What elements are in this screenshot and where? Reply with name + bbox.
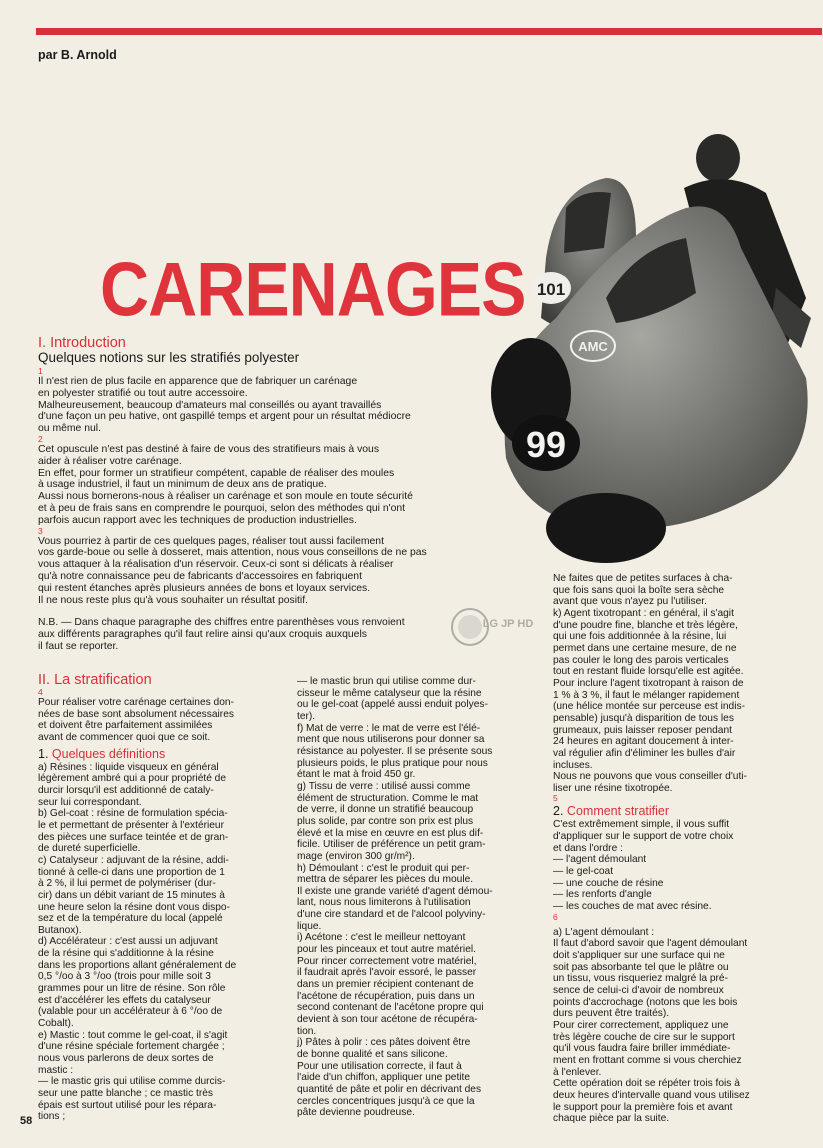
strat-heading: II. La stratification xyxy=(38,672,152,688)
author-byline: par B. Arnold xyxy=(38,48,117,62)
column-1: 4 Pour réaliser votre carénage certaines don- nées de base sont absolument nécessaires et doivent être parfaitement assimilées avant de commencer quoi que ce soit. 1. Quelques définitions a) Résines : liquide visqueux en général légèrement ambré qui a pour propriété de durcir lorsqu'il est additionné de cataly- seur lui correspondant. b) Gel-coat : résine de formulation spécia- le et permettant de présenter à l'extérieur des pièces une surface teintée et de gran- de dureté superficielle. c) Catalyseur : adjuvant de la résine, addi- tionné à celle-ci dans une proportion de 1 à 2 %, il lui permet de polymériser (dur- cir) dans un débit variant de 15 minutes à une heure selon la résine dont vous dispo- sez et de la température du local (appelé Butanox). d) Accélérateur : c'est aussi un adjuvant de la résine qui s'additionne à la résine dans les proportions allant généralement de 0,5 °/oo à 3 °/oo (trois pour mille soit 3 grammes pour un litre de résine. Son rôle est d'accélérer les effets du catalyseur (valable pour un accélérateur à 6 °/oo de Cobalt). e) Mastic : tout comme le gel-coat, il s'agit d'une résine spéciale fortement chargée ; nous vous parlerons de deux sortes de mastic : — le mastic gris qui utilise comme durcis- seur une patte blanche ; ce mastic très épais est surtout utilisé pour les répara- tions ; xyxy=(38,688,283,1123)
page-title: CARENAGES xyxy=(100,247,526,333)
watermark-text: LG JP HD xyxy=(482,618,534,630)
sub1-heading: Quelques définitions xyxy=(51,746,166,761)
badge-text: AMC xyxy=(578,339,608,354)
para-number: 3 xyxy=(38,525,43,536)
intro-text: 1 Il n'est rien de plus facile en apparence que de fabriquer un carénage en polyester stratifié ou tout autre accessoire. Malheureusement, beaucoup d'amateurs mal conseillés ou ayant travaillés d'une façon un peu hative, ont gaspillé temps et argent pour un résultat médiocre ou même nul. 2 Cet opuscule n'est pas destiné à faire de vous des stratifieurs mais à vous aider à réaliser votre carénage. En effet, pour former un stratifieur compétent, capable de réaliser des moules à usage industriel, il faut un minimum de deux ans de pratique. Aussi nous bornerons-nous à réaliser un carénage et son moule en toute sécurité et à peu de frais sans en comprendre le pourquoi, selon des méthodes qui n'ont parfois aucun rapport avec les techniques de production industrielles. 3 Vous pourriez à partir de ces quelques pages, réaliser tout aussi facilement vos garde-boue ou selle à dosseret, mais attention, nous vous conseillons de ne pas vous attaquer à la réalisation d'un réservoir. Ceux-ci sont si délicats à réaliser qu'à notre connaissance peu de fabricants d'accessoires en fabriquent qui restent étanches après plusieurs années de bons et loyaux services. Il ne nous reste plus qu'à vous souhaiter un résultat positif. N.B. — Dans chaque paragraphe des chiffres entre parenthèses vous renvoient aux différents paragraphes qu'il faut relire ainsi qu'aux croquis auxquels il faut se reporter. xyxy=(38,367,518,653)
sub1-number: 1. xyxy=(38,746,49,761)
sub2-heading: Comment stratifier xyxy=(566,804,670,819)
para-number: 1 xyxy=(38,366,43,376)
intro-heading: I. Introduction xyxy=(38,335,126,351)
para-number: 2 xyxy=(38,433,43,444)
column-2: — le mastic brun qui utilise comme dur- cisseur le même catalyseur que la résine ou le gel-coat (appelé aussi enduit polyes- ter). f) Mat de verre : le mat de verre est l'élé- ment que nous utiliserons pour donner sa résistance au polyester. Il se présente sous plusieurs poids, le plus pratique pour nous étant le mat à froid 450 gr. g) Tissu de verre : utilisé aussi comme élément de structuration. Comme le mat de verre, il donne un stratifié beaucoup plus solide, par contre son prix est plus élevé et la mise en œuvre en est plus dif- ficile. Utiliser de préférence un petit gram- mage (environ 300 gr/m²). h) Démoulant : c'est le produit qui per- mettra de séparer les pièces du moule. Il existe une grande variété d'agent démou- lant, nous nous limiterons à l'utilisation d'une cire standard et de l'alcool polyviny- lique. i) Acétone : c'est le meilleur nettoyant pour les pinceaux et tout autre matériel. Pour rincer correctement votre matériel, il faudrait après l'avoir essoré, le passer dans un premier récipient contenant de l'acétone de récupération, puis dans un second contenant de l'acétone propre qui devient à son tour acétone de récupéra- tion. j) Pâtes à polir : ces pâtes doivent être de bonne qualité et sans silicone. Pour une utilisation correcte, il faut à l'aide d'un chiffon, appliquer une petite quantité de pâte et polir en décrivant des cercles concentriques jusqu'à ce que la pâte devienne poudreuse. xyxy=(297,676,493,1119)
page-number: 58 xyxy=(20,1115,33,1127)
front-number: 99 xyxy=(525,424,567,465)
rear-number: 101 xyxy=(536,280,566,299)
column-3: Ne faites que de petites surfaces à cha- que fois sans quoi la boîte sera sèche avant que vous n'ayez pu l'utiliser. k) Agent tixotropant : en général, il s'agit d'une poudre fine, blanche et très légère, qui une fois additionnée à la résine, lui permet dans une certaine mesure, de ne pas couler le long des parois verticales tout en restant fluide lorsqu'elle est agitée. Pour inclure l'agent tixotropant à raison de 1 % à 3 %, il faut le mélanger rapidement (une hélice montée sur perceuse est indis- pensable) jusqu'à disparition de tous les grumeaux, puis laisser reposer pendant 24 heures en agitant doucement à inter- val régulier afin d'éliminer les bulles d'air incluses. Nous ne pouvons que vous conseiller d'uti- liser une résine tixotropée. 5 2. Comment stratifier C'est extrêmement simple, il vous suffit d'appliquer sur le support de votre choix et dans l'ordre : — l'agent démoulant — le gel-coat — une couche de résine — les renforts d'angle — les couches de mat avec résine. 6 a) L'agent démoulant : Il faut d'abord savoir que l'agent démoulant doit s'appliquer sur une surface qui ne soit pas absorbante tel que le plâtre ou un tissu, vous risqueriez malgré la pré- sence de celui-ci d'avoir de nombreux points d'accrochage (notons que les bois durs peuvent être traités). Pour cirer correctement, appliquez une très légère couche de cire sur le support qu'il vous faudra faire briller immédiate- ment en frottant comme si vous cherchiez à l'enlever. Cette opération doit se répéter trois fois à deux heures d'intervalle quand vous utilisez le support pour la première fois et avant chaque pièce par la suite. xyxy=(553,573,750,1125)
top-red-rule xyxy=(36,28,822,35)
definitions-list: a) Résines : liquide visqueux en général légèrement ambré qui a pour propriété de durcir lorsqu'il est additionné de cataly- seur lui correspondant. b) Gel-coat : résine de formulation spécia- le et permettant de présenter à l'extérieur des pièces une surface teintée et de gran- de dureté superficielle. c) Catalyseur : adjuvant de la résine, addi- tionné à celle-ci dans une proportion de 1 à 2 %, il lui permet de polymériser (dur- cir) dans un débit variant de 15 minutes à une heure selon la résine dont vous dispo- sez et de la température du local (appelé Butanox). d) Accélérateur : c'est aussi un adjuvant de la résine qui s'additionne à la résine dans les proportions allant généralement de 0,5 °/oo à 3 °/oo (trois pour mille soit 3 grammes pour un litre de résine. Son rôle est d'accélérer les effets du catalyseur (valable pour un accélérateur à 6 °/oo de Cobalt). e) Mastic : tout comme le gel-coat, il s'agit d'une résine spéciale fortement chargée ; nous vous parlerons de deux sortes de mastic : — le mastic gris qui utilise comme durcis- seur une patte blanche ; ce mastic très épais est surtout utilisé pour les répara- tions ; xyxy=(38,761,237,1123)
intro-subheading: Quelques notions sur les stratifiés polyester xyxy=(38,350,300,365)
watermark-stamp xyxy=(448,597,534,675)
sidecar-photo xyxy=(486,118,823,573)
sub2-number: 2. xyxy=(553,804,564,819)
